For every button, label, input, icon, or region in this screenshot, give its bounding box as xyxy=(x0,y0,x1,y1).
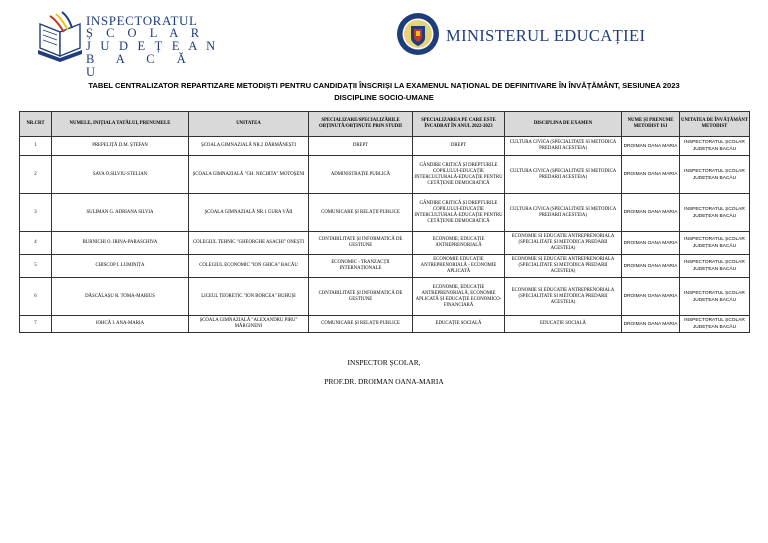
cell-spec-current: ECONOMIE, EDUCAȚIE ANTREPRENORIALĂ, ECONOMIE APLICATĂ ȘI EDUCAȚIE ECONOMICO-FINANCIARĂ xyxy=(413,278,505,316)
cell-discipline: ECONOMIE SI EDUCATIE ANTREPRENORIALA (SPECIALITATE SI METODICA PREDARII ACESTEIA) xyxy=(505,255,622,278)
cell-name: PREPELIȚĂ D.M. ȘTEFAN xyxy=(52,137,189,156)
header-specialization-studies: SPECIALIZARE/SPECIALIZĂRILE OBȚINUTĂ/OBȚINUTE PRIN STUDII xyxy=(309,112,413,137)
cell-spec-studies: ADMINISTRAȚIE PUBLICĂ xyxy=(309,156,413,194)
cell-nr: 6 xyxy=(20,278,52,316)
cell-spec-studies: COMUNICARE ȘI RELAȚII PUBLICE xyxy=(309,194,413,232)
cell-discipline: ECONOMIE SI EDUCATIE ANTREPRENORIALA (SPECIALITATE SI METODICA PREDARII ACESTEIA) xyxy=(505,278,622,316)
header-exam-discipline: DISCIPLINA DE EXAMEN xyxy=(505,112,622,137)
cell-unit: ȘCOALA GIMNAZIALĂ NR.2 DĂRMĂNEȘTI xyxy=(189,137,309,156)
ministry-name: MINISTERUL EDUCAȚIEI xyxy=(446,26,646,45)
table-row xyxy=(20,232,750,255)
cell-nr: 1 xyxy=(20,137,52,156)
cell-nr: 2 xyxy=(20,156,52,194)
cell-methodist: DROIMAN OANA MARIA xyxy=(622,278,680,316)
cell-unit: LICEUL TEORETIC "ION BORCEA" BUHUȘI xyxy=(189,278,309,316)
ministry-logo xyxy=(396,12,646,60)
header-methodist-name: NUME ȘI PRENUME METODIST ISJ xyxy=(622,112,680,137)
cell-name: SAVA O.SILVIU-STELIAN xyxy=(52,156,189,194)
cell-discipline: CULTURA CIVICA (SPECIALITATE SI METODICA PREDARII ACESTEIA) xyxy=(505,194,622,232)
table-row xyxy=(20,156,750,194)
cell-discipline: CULTURA CIVICA (SPECIALITATE SI METODICA PREDARII ACESTEIA) xyxy=(505,137,622,156)
cell-methodist-unit: INSPECTORATUL ȘCOLAR JUDEȚEAN BACĂU xyxy=(680,278,750,316)
cell-name: CHISCOP I. LUMINIȚA xyxy=(52,255,189,278)
cell-methodist-unit: INSPECTORATUL ȘCOLAR JUDEȚEAN BACĂU xyxy=(680,316,750,333)
cell-name: IOHCĂ I. ANA-MARIA xyxy=(52,316,189,333)
table-row xyxy=(20,278,750,316)
cell-nr: 5 xyxy=(20,255,52,278)
table-row xyxy=(20,255,750,278)
cell-methodist-unit: INSPECTORATUL ȘCOLAR JUDEȚEAN BACĂU xyxy=(680,255,750,278)
logo-line-2: Ș C O L A R xyxy=(86,26,205,40)
cell-methodist: DROIMAN OANA MARIA xyxy=(622,232,680,255)
header-methodist-unit: UNITATEA DE ÎNVĂȚĂMÂNT METODIST xyxy=(680,112,750,137)
cell-nr: 7 xyxy=(20,316,52,333)
cell-methodist: DROIMAN OANA MARIA xyxy=(622,194,680,232)
inspectorat-book-icon xyxy=(34,10,86,66)
cell-discipline: EDUCAȚIE SOCIALĂ xyxy=(505,316,622,333)
cell-spec-current: GÂNDIRE CRITICĂ ȘI DREPTURILE COPILULUI-EDUCAȚIE INTERCULTURALĂ-EDUCAȚIE PENTRU CETĂȚENIE DEMOCRATICĂ xyxy=(413,156,505,194)
cell-spec-studies: CONTABILITATE ȘI INFORMATICĂ DE GESTIUNE xyxy=(309,278,413,316)
cell-methodist: DROIMAN OANA MARIA xyxy=(622,137,680,156)
cell-spec-studies: ECONOMIC - TRANZACȚII INTERNAȚIONALE xyxy=(309,255,413,278)
cell-unit: ȘCOALA GIMNAZIALĂ "ALEXANDRU PIRU" MĂRGINENI xyxy=(189,316,309,333)
cell-methodist-unit: INSPECTORATUL ȘCOLAR JUDEȚEAN BACĂU xyxy=(680,232,750,255)
logo-line-4: B A C Ă U xyxy=(86,52,196,79)
header-name: NUMELE, INIȚIALA TATĂLUI, PRENUMELE xyxy=(52,112,189,137)
cell-unit: ȘCOALA GIMNAZIALĂ NR.1 GURA VĂII xyxy=(189,194,309,232)
cell-unit: COLEGIUL TEHNIC "GHEORGHE ASACHI" ONEȘTI xyxy=(189,232,309,255)
cell-name: BURNICHI O. IRINA-PARASCHIVA xyxy=(52,232,189,255)
cell-name: DĂSCĂLAȘU R. TOMA-MARIUS xyxy=(52,278,189,316)
cell-methodist-unit: INSPECTORATUL ȘCOLAR JUDEȚEAN BACĂU xyxy=(680,156,750,194)
cell-methodist: DROIMAN OANA MARIA xyxy=(622,156,680,194)
header-unit: UNITATEA xyxy=(189,112,309,137)
inspectorat-logo xyxy=(34,10,224,79)
header-specialization-current: SPECIALIZAREA PE CARE ESTE ÎNCADRAT ÎN ANUL 2022-2023 xyxy=(413,112,505,137)
cell-methodist-unit: INSPECTORATUL ȘCOLAR JUDEȚEAN BACĂU xyxy=(680,137,750,156)
cell-discipline: ECONOMIE SI EDUCATIE ANTREPRENORIALA (SPECIALITATE SI METODICA PREDARII ACESTEIA) xyxy=(505,232,622,255)
cell-unit: ȘCOALA GIMNAZIALĂ "GH. NECHITA" MOTOȘENI xyxy=(189,156,309,194)
romania-coat-of-arms-seal xyxy=(396,12,440,56)
cell-spec-studies: CONTABILITATE ȘI INFORMATICĂ DE GESTIUNE xyxy=(309,232,413,255)
signature-role: INSPECTOR ȘCOLAR, xyxy=(347,358,421,367)
cell-methodist: DROIMAN OANA MARIA xyxy=(622,255,680,278)
cell-spec-studies: COMUNICARE ȘI RELAȚII PUBLICE xyxy=(309,316,413,333)
table-row xyxy=(20,194,750,232)
title-line-1: TABEL CENTRALIZATOR REPARTIZARE METODIȘTI PENTRU CANDIDAȚII ÎNSCRIȘI LA EXAMENUL NAȚIONAL DE DEFINITIVARE ÎN ÎNVĂȚĂMÂNT, SESIUNEA 2023 xyxy=(88,81,680,90)
cell-spec-current: ECONOMIE EDUCAȚIE ANTREPRENORIALĂ - ECONOMIE APLICATĂ xyxy=(413,255,505,278)
table-header-row xyxy=(20,112,750,137)
cell-spec-current: ECONOMIE; EDUCAȚIE ANTREPRENORIALĂ xyxy=(413,232,505,255)
signature-name: PROF.DR. DROIMAN OANA-MARIA xyxy=(324,377,444,386)
cell-methodist-unit: INSPECTORATUL ȘCOLAR JUDEȚEAN BACĂU xyxy=(680,194,750,232)
cell-discipline: CULTURA CIVICA (SPECIALITATE SI METODICA PREDARII ACESTEIA) xyxy=(505,156,622,194)
cell-methodist: DROIMAN OANA MARIA xyxy=(622,316,680,333)
cell-spec-current: DREPT xyxy=(413,137,505,156)
cell-nr: 3 xyxy=(20,194,52,232)
cell-spec-studies: DREPT xyxy=(309,137,413,156)
document-title xyxy=(0,80,768,104)
cell-unit: COLEGIUL ECONOMIC "ION GHICA" BACĂU xyxy=(189,255,309,278)
cell-name: SULIMAN G. ADRIANA SILVIA xyxy=(52,194,189,232)
cell-nr: 4 xyxy=(20,232,52,255)
title-line-2: DISCIPLINE SOCIO-UMANE xyxy=(334,93,434,102)
table-row xyxy=(20,316,750,333)
logo-line-3: J U D E Ț E A N xyxy=(86,39,219,53)
signature-block xyxy=(0,358,768,396)
cell-spec-current: EDUCAȚIE SOCIALĂ xyxy=(413,316,505,333)
header-nr-crt: NR.CRT xyxy=(20,112,52,137)
table-row xyxy=(20,137,750,156)
cell-spec-current: GÂNDIRE CRITICĂ ȘI DREPTURILE COPILULUI-EDUCAȚIE INTERCULTURALĂ-EDUCAȚIE PENTRU CETĂȚENIE DEMOCRATICĂ xyxy=(413,194,505,232)
allocation-table xyxy=(19,111,750,333)
logo-line-1: INSPECTORATUL xyxy=(86,13,198,28)
